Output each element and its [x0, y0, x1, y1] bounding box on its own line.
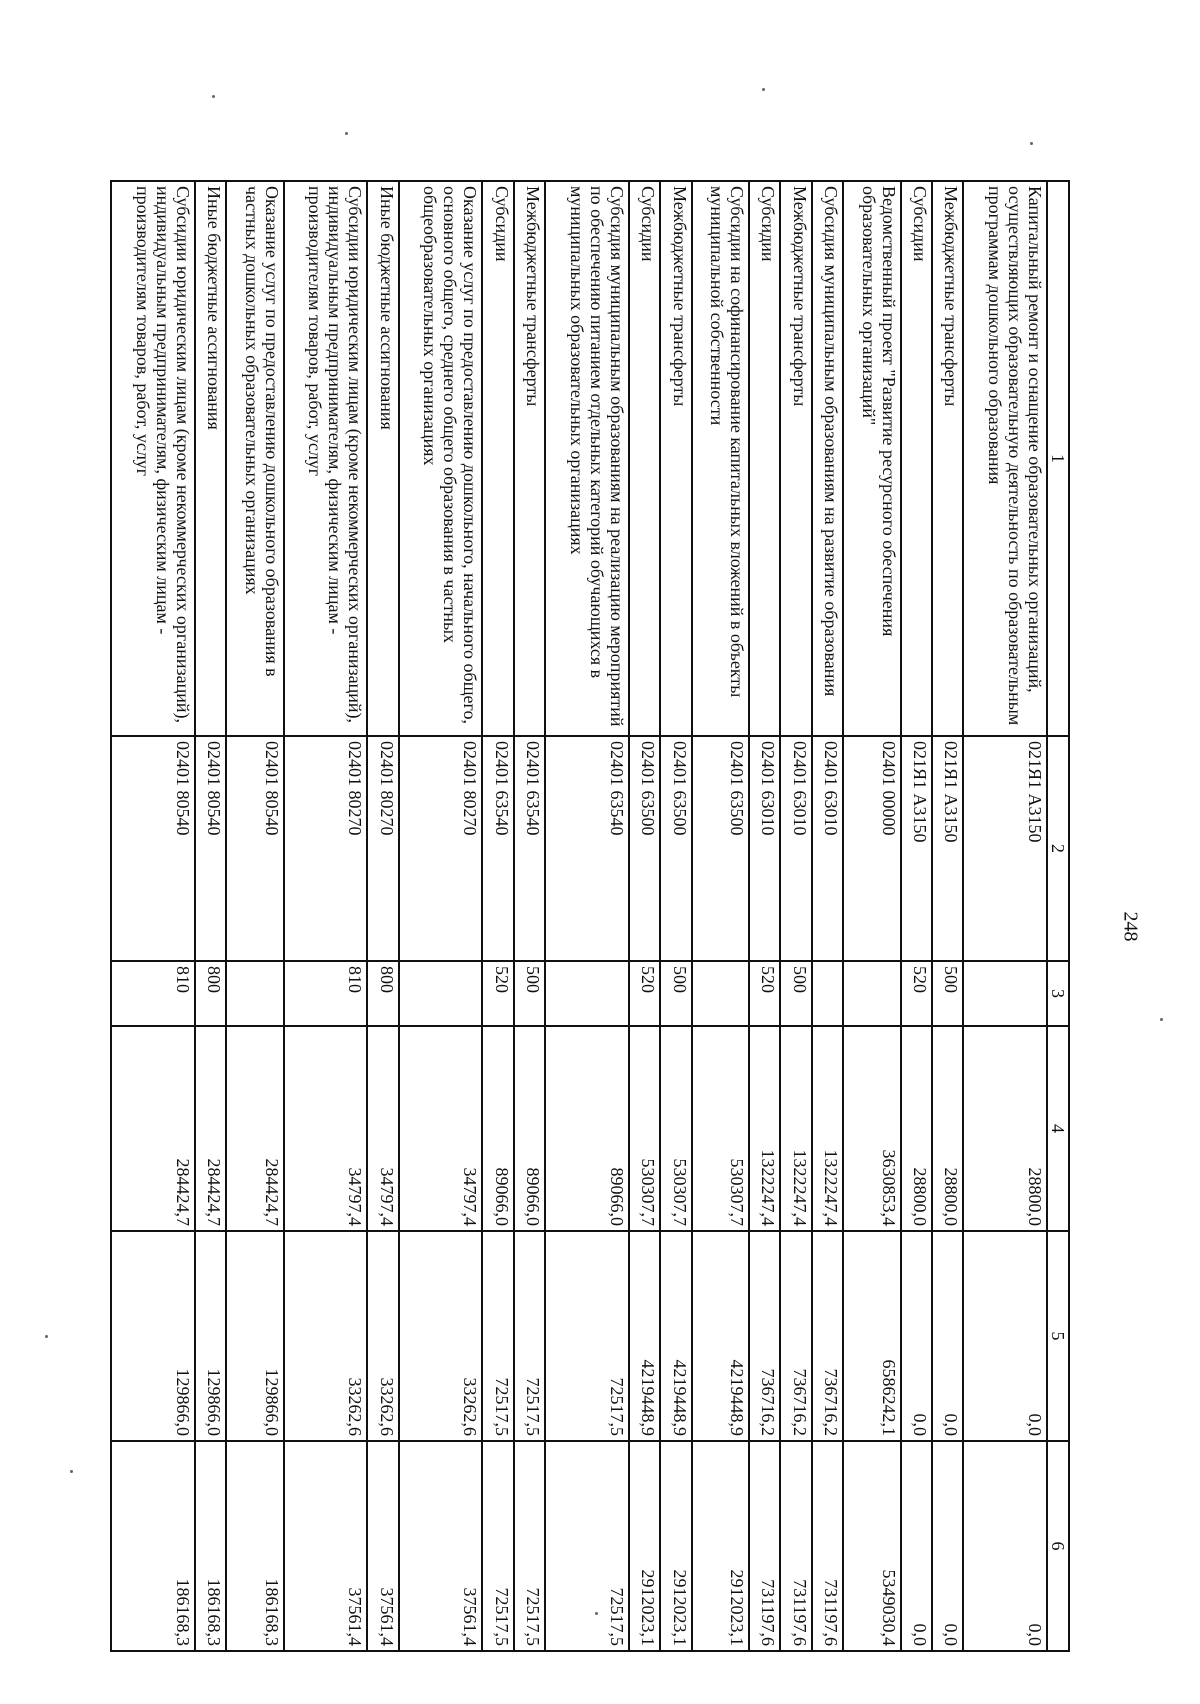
table-row: [843, 181, 901, 1651]
row-code-cell: 02401 63540: [545, 736, 629, 961]
row-value-col5-cell: 33262,6: [399, 1231, 483, 1441]
row-name-cell: Субсидии: [482, 181, 513, 736]
scan-speck: [70, 1470, 73, 1473]
row-value-col6-cell: 2912023,1: [660, 1441, 691, 1651]
row-name-cell: Субсидии на софинансирование капитальных вложений в объекты муниципальной собственности: [692, 181, 750, 736]
row-value-col5-cell: 72517,5: [545, 1231, 629, 1441]
table-row: [780, 181, 811, 1651]
row-name-cell: Капитальный ремонт и оснащение образовательных организаций, осуществляющих образовательную деятельность по образовательным программам дошкольного образования: [963, 181, 1047, 736]
rotated-table-container: [110, 180, 1070, 1650]
row-name-cell: Межбюджетные трансферты: [932, 181, 963, 736]
row-value-col5-cell: 4219448,9: [692, 1231, 750, 1441]
row-expense-type-cell: 500: [660, 961, 691, 1026]
row-value-col4-cell: 89066,0: [482, 1026, 513, 1231]
row-code-cell: 02401 63540: [482, 736, 513, 961]
row-expense-type-cell: [812, 961, 843, 1026]
row-value-col5-cell: 129866,0: [226, 1231, 284, 1441]
header-row: [1047, 181, 1069, 1651]
budget-table: [110, 180, 1070, 1652]
scan-speck: [762, 88, 765, 91]
row-value-col5-cell: 4219448,9: [629, 1231, 660, 1441]
row-name-cell: Субсидии юридическим лицам (кроме некоммерческих организаций), индивидуальным предпринимателям, физическим лицам - производителям товаров, работ, услуг: [284, 181, 368, 736]
row-expense-type-cell: 520: [749, 961, 780, 1026]
table-row: [629, 181, 660, 1651]
row-name-cell: Иные бюджетные ассигнования: [195, 181, 226, 736]
table-row: [660, 181, 691, 1651]
scan-speck: [45, 1335, 48, 1338]
row-value-col6-cell: 72517,5: [482, 1441, 513, 1651]
row-code-cell: 02401 80270: [399, 736, 483, 961]
row-code-cell: 02401 63010: [749, 736, 780, 961]
row-value-col4-cell: 530307,7: [660, 1026, 691, 1231]
row-value-col6-cell: 0,0: [932, 1441, 963, 1651]
table-body: [111, 181, 1047, 1651]
row-expense-type-cell: [692, 961, 750, 1026]
row-name-cell: Межбюджетные трансферты: [660, 181, 691, 736]
row-value-col5-cell: 736716,2: [780, 1231, 811, 1441]
row-value-col5-cell: 72517,5: [514, 1231, 545, 1441]
table-row: [812, 181, 843, 1651]
row-name-cell: Субсидии юридическим лицам (кроме некоммерческих организаций), индивидуальным предпринимателям, физическим лицам - производителям товаров, работ, услуг: [111, 181, 195, 736]
table-row: [514, 181, 545, 1651]
row-name-cell: Субсидии: [749, 181, 780, 736]
row-code-cell: 02401 80270: [367, 736, 398, 961]
row-value-col6-cell: 0,0: [901, 1441, 932, 1651]
row-value-col5-cell: 0,0: [932, 1231, 963, 1441]
header-cell-2: 2: [1047, 736, 1069, 961]
row-value-col6-cell: 186168,3: [226, 1441, 284, 1651]
row-value-col6-cell: 186168,3: [195, 1441, 226, 1651]
table-row: [399, 181, 483, 1651]
row-name-cell: Субсидии: [629, 181, 660, 736]
row-value-col4-cell: 34797,4: [284, 1026, 368, 1231]
row-value-col5-cell: 129866,0: [111, 1231, 195, 1441]
table-row: [111, 181, 195, 1651]
row-value-col5-cell: 72517,5: [482, 1231, 513, 1441]
scan-speck: [1160, 1018, 1163, 1021]
header-cell-3: 3: [1047, 961, 1069, 1026]
row-value-col5-cell: 736716,2: [749, 1231, 780, 1441]
row-expense-type-cell: [843, 961, 901, 1026]
row-expense-type-cell: 810: [284, 961, 368, 1026]
row-value-col5-cell: 33262,6: [367, 1231, 398, 1441]
row-value-col6-cell: 5349030,4: [843, 1441, 901, 1651]
row-value-col5-cell: 0,0: [963, 1231, 1047, 1441]
table-row: [195, 181, 226, 1651]
row-value-col4-cell: 284424,7: [226, 1026, 284, 1231]
row-code-cell: 02401 00000: [843, 736, 901, 961]
row-code-cell: 02401 63010: [812, 736, 843, 961]
row-code-cell: 021Я1 А3150: [901, 736, 932, 961]
row-expense-type-cell: 520: [901, 961, 932, 1026]
row-expense-type-cell: 520: [482, 961, 513, 1026]
row-value-col4-cell: 284424,7: [195, 1026, 226, 1231]
row-value-col4-cell: 28800,0: [963, 1026, 1047, 1231]
scan-speck: [345, 132, 348, 135]
table-row: [545, 181, 629, 1651]
row-name-cell: Оказание услуг по предоставлению дошкольного образования в частных дошкольных образовательных организациях: [226, 181, 284, 736]
row-value-col6-cell: 731197,6: [780, 1441, 811, 1651]
row-value-col4-cell: 89066,0: [545, 1026, 629, 1231]
row-value-col5-cell: 6586242,1: [843, 1231, 901, 1441]
row-value-col6-cell: 0,0: [963, 1441, 1047, 1651]
table-row: [749, 181, 780, 1651]
row-code-cell: 02401 63010: [780, 736, 811, 961]
scan-speck: [1030, 142, 1033, 145]
row-expense-type-cell: 500: [514, 961, 545, 1026]
row-name-cell: Межбюджетные трансферты: [780, 181, 811, 736]
row-value-col4-cell: 34797,4: [367, 1026, 398, 1231]
row-code-cell: 02401 63500: [660, 736, 691, 961]
row-expense-type-cell: [226, 961, 284, 1026]
row-expense-type-cell: 800: [195, 961, 226, 1026]
row-value-col4-cell: 1322247,4: [749, 1026, 780, 1231]
row-expense-type-cell: 500: [780, 961, 811, 1026]
row-code-cell: 02401 63540: [514, 736, 545, 961]
row-value-col6-cell: 37561,4: [399, 1441, 483, 1651]
row-value-col5-cell: 0,0: [901, 1231, 932, 1441]
table-row: [367, 181, 398, 1651]
row-value-col5-cell: 736716,2: [812, 1231, 843, 1441]
row-expense-type-cell: 520: [629, 961, 660, 1026]
scan-speck: [212, 95, 215, 98]
row-code-cell: 02401 80540: [111, 736, 195, 961]
table-row: [284, 181, 368, 1651]
row-code-cell: 021Я1 А3150: [932, 736, 963, 961]
row-value-col6-cell: 37561,4: [284, 1441, 368, 1651]
row-value-col4-cell: 284424,7: [111, 1026, 195, 1231]
row-value-col6-cell: 2912023,1: [692, 1441, 750, 1651]
row-value-col6-cell: 72517,5: [545, 1441, 629, 1651]
row-code-cell: 02401 63500: [692, 736, 750, 961]
row-code-cell: 02401 63500: [629, 736, 660, 961]
row-name-cell: Субсидия муниципальным образованиям на реализацию мероприятий по обеспечению питанием отдельных категорий обучающихся в муниципальных образовательных организациях: [545, 181, 629, 736]
header-cell-1: 1: [1047, 181, 1069, 736]
row-value-col5-cell: 129866,0: [195, 1231, 226, 1441]
row-value-col5-cell: 4219448,9: [660, 1231, 691, 1441]
row-value-col4-cell: 530307,7: [629, 1026, 660, 1231]
row-value-col6-cell: 37561,4: [367, 1441, 398, 1651]
row-code-cell: 02401 80540: [195, 736, 226, 961]
row-name-cell: Межбюджетные трансферты: [514, 181, 545, 736]
row-name-cell: Субсидия муниципальным образованиям на развитие образования: [812, 181, 843, 736]
row-value-col6-cell: 72517,5: [514, 1441, 545, 1651]
row-name-cell: Субсидии: [901, 181, 932, 736]
row-code-cell: 02401 80540: [226, 736, 284, 961]
row-expense-type-cell: [399, 961, 483, 1026]
row-value-col4-cell: 530307,7: [692, 1026, 750, 1231]
row-name-cell: Оказание услуг по предоставлению дошкольного, начального общего, основного общего, среднего общего образования в частных общеобразовательных организациях: [399, 181, 483, 736]
row-name-cell: Ведомственный проект "Развитие ресурсного обеспечения образовательных организаций": [843, 181, 901, 736]
scan-speck: [595, 1612, 598, 1615]
table-row: [901, 181, 932, 1651]
row-expense-type-cell: 800: [367, 961, 398, 1026]
row-expense-type-cell: [963, 961, 1047, 1026]
row-value-col6-cell: 731197,6: [749, 1441, 780, 1651]
row-value-col4-cell: 28800,0: [901, 1026, 932, 1231]
table-row: [226, 181, 284, 1651]
row-code-cell: 021Я1 А3150: [963, 736, 1047, 961]
table-row: [963, 181, 1047, 1651]
row-code-cell: 02401 80270: [284, 736, 368, 961]
page-number: 248: [1119, 911, 1142, 942]
row-expense-type-cell: [545, 961, 629, 1026]
table-row: [932, 181, 963, 1651]
row-value-col6-cell: 731197,6: [812, 1441, 843, 1651]
table-row: [482, 181, 513, 1651]
row-value-col4-cell: 1322247,4: [780, 1026, 811, 1231]
table-row: [692, 181, 750, 1651]
row-value-col5-cell: 33262,6: [284, 1231, 368, 1441]
header-cell-5: 5: [1047, 1231, 1069, 1441]
row-value-col6-cell: 186168,3: [111, 1441, 195, 1651]
row-expense-type-cell: 500: [932, 961, 963, 1026]
row-value-col4-cell: 3630853,4: [843, 1026, 901, 1231]
row-name-cell: Иные бюджетные ассигнования: [367, 181, 398, 736]
row-value-col4-cell: 34797,4: [399, 1026, 483, 1231]
row-value-col6-cell: 2912023,1: [629, 1441, 660, 1651]
row-value-col4-cell: 89066,0: [514, 1026, 545, 1231]
row-expense-type-cell: 810: [111, 961, 195, 1026]
row-value-col4-cell: 28800,0: [932, 1026, 963, 1231]
header-cell-4: 4: [1047, 1026, 1069, 1231]
header-cell-6: 6: [1047, 1441, 1069, 1651]
row-value-col4-cell: 1322247,4: [812, 1026, 843, 1231]
